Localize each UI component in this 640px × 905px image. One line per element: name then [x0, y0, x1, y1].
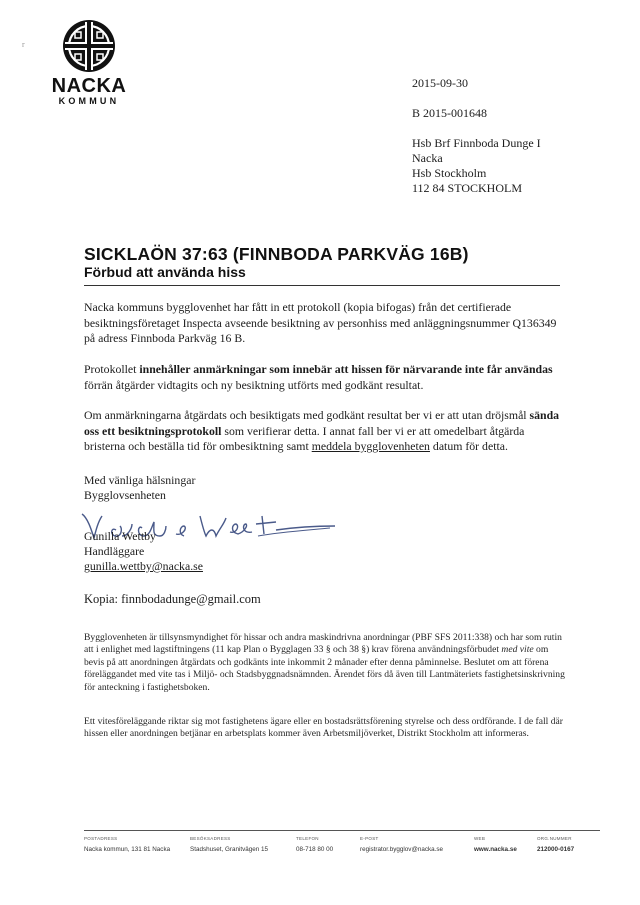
p2-text: Protokollet — [84, 362, 140, 376]
p3-text: Om anmärkningarna åtgärdats och besiktigats med godkänt resultat ber vi er att utan dröjsmål — [84, 408, 530, 422]
paragraph-1: Nacka kommuns bygglovenhet har fått in ett protokoll (kopia bifogas) från det certifierade besiktningsföretaget Inspecta avseende besiktning av personhiss med anläggningsnummer Q136349 på adress Finnboda Parkväg 16 B. — [84, 300, 557, 345]
footer-value: Stadshuset, Granitvägen 15 — [190, 846, 269, 853]
footer-label: ORG.NUMMER — [537, 836, 572, 841]
footer-value: Nacka kommun, 131 81 Nacka — [84, 846, 171, 853]
case-number: B 2015-001648 — [412, 106, 487, 120]
address-line: Hsb Stockholm — [412, 166, 487, 180]
address-line: Hsb Brf Finnboda Dunge I — [412, 136, 541, 150]
letter-title: SICKLAÖN 37:63 (FINNBODA PARKVÄG 16B) — [84, 244, 469, 264]
signer-role: Handläggare — [84, 544, 145, 558]
footer-label: WEB — [474, 836, 486, 841]
letter-date: 2015-09-30 — [412, 76, 468, 90]
logo-name: NACKA — [51, 75, 127, 97]
footer-value: 212000-0167 — [537, 846, 575, 853]
p2-emphasis: innehåller anmärkningar som innebär att hissen för närvarande inte får användas — [139, 362, 553, 376]
p3-emphasis: sända oss ett besiktningsprotokoll — [84, 408, 560, 438]
footer-label: POSTADRESS — [84, 836, 118, 841]
legal-text: Bygglovenheten är tillsynsmyndighet för hissar och andra maskindrivna anordningar (PBF SFS 2011:338) och har som rutin att i enlighet med lagstiftningens (11 kap Plan o Bygglagen 33 § och 38 §) krav förena användningsförbudet — [84, 632, 562, 656]
footer-web — [474, 836, 517, 855]
footer-value: registrator.bygglov@nacka.se — [360, 846, 444, 853]
p2-text: förrän åtgärder vidtagits och ny besiktning utförts med godkänt resultat. — [84, 377, 424, 392]
signer-block — [84, 529, 203, 574]
closing-line: Bygglovsenheten — [84, 488, 166, 502]
legal-text: om bevis på att anordningen åtgärdats och godkänts inte inkommit 2 månader efter denna påminnelse. Beslutet om att förena föreläggandet med vite tas i Miljö- och Stadsbyggnadsnämnden. Ärendet förs då även till Lantmäteriets fastighetsinskrivning för anteckning i fastighetsboken. — [84, 644, 565, 693]
footer-value: www.nacka.se — [474, 846, 517, 853]
margin-mark: r — [22, 40, 25, 49]
legal-notice-2: Ett vitesföreläggande riktar sig mot fastighetens ägare eller en bostadsrättsförening styrelse och dess ordförande. I de fall där hissen eller anordningen betjänar en arbetsplats kommer även Arbetsmiljöverket, Distrikt Stockholm att informeras. — [84, 716, 563, 740]
footer-label: BESÖKSADRESS — [190, 836, 231, 841]
logo-subtitle: KOMMUN — [58, 96, 120, 106]
address-line: 112 84 STOCKHOLM — [412, 181, 523, 195]
footer-label: TELEFON — [296, 836, 319, 841]
footer-value: 08-718 80 00 — [296, 846, 334, 853]
footer-postal — [84, 836, 170, 855]
closing-line: Med vänliga hälsningar — [84, 473, 196, 487]
address-line: Nacka — [412, 151, 443, 165]
nacka-emblem-icon — [61, 18, 117, 74]
letter-subtitle: Förbud att använda hiss — [84, 264, 246, 280]
closing — [84, 473, 195, 503]
p3-text: som verifierar detta. I annat fall ber vi er att omedelbart åtgärda bristerna och beställa tid för ombesiktning samt — [84, 423, 525, 453]
footer-label: E-POST — [360, 836, 379, 841]
copy-recipient: Kopia: finnbodadunge@gmail.com — [84, 592, 261, 606]
footer-org-number — [537, 836, 574, 855]
legal-emphasis: med vite — [501, 644, 534, 656]
paragraph-2 — [84, 362, 568, 393]
title-divider — [84, 285, 560, 286]
paragraph-3 — [84, 408, 568, 455]
footer-email — [360, 836, 443, 855]
footer-divider — [84, 830, 600, 831]
footer-phone — [296, 836, 333, 855]
signer-name: Gunilla Wettby — [84, 529, 156, 543]
nacka-logo — [44, 18, 134, 106]
p3-text: datum för detta. — [429, 439, 508, 453]
signer-email-link[interactable]: gunilla.wettby@nacka.se — [84, 559, 203, 573]
footer-visit — [190, 836, 268, 855]
p3-underlined: meddela bygglovenheten — [311, 439, 430, 453]
recipient-address — [412, 136, 541, 196]
legal-notice-1 — [84, 632, 568, 694]
